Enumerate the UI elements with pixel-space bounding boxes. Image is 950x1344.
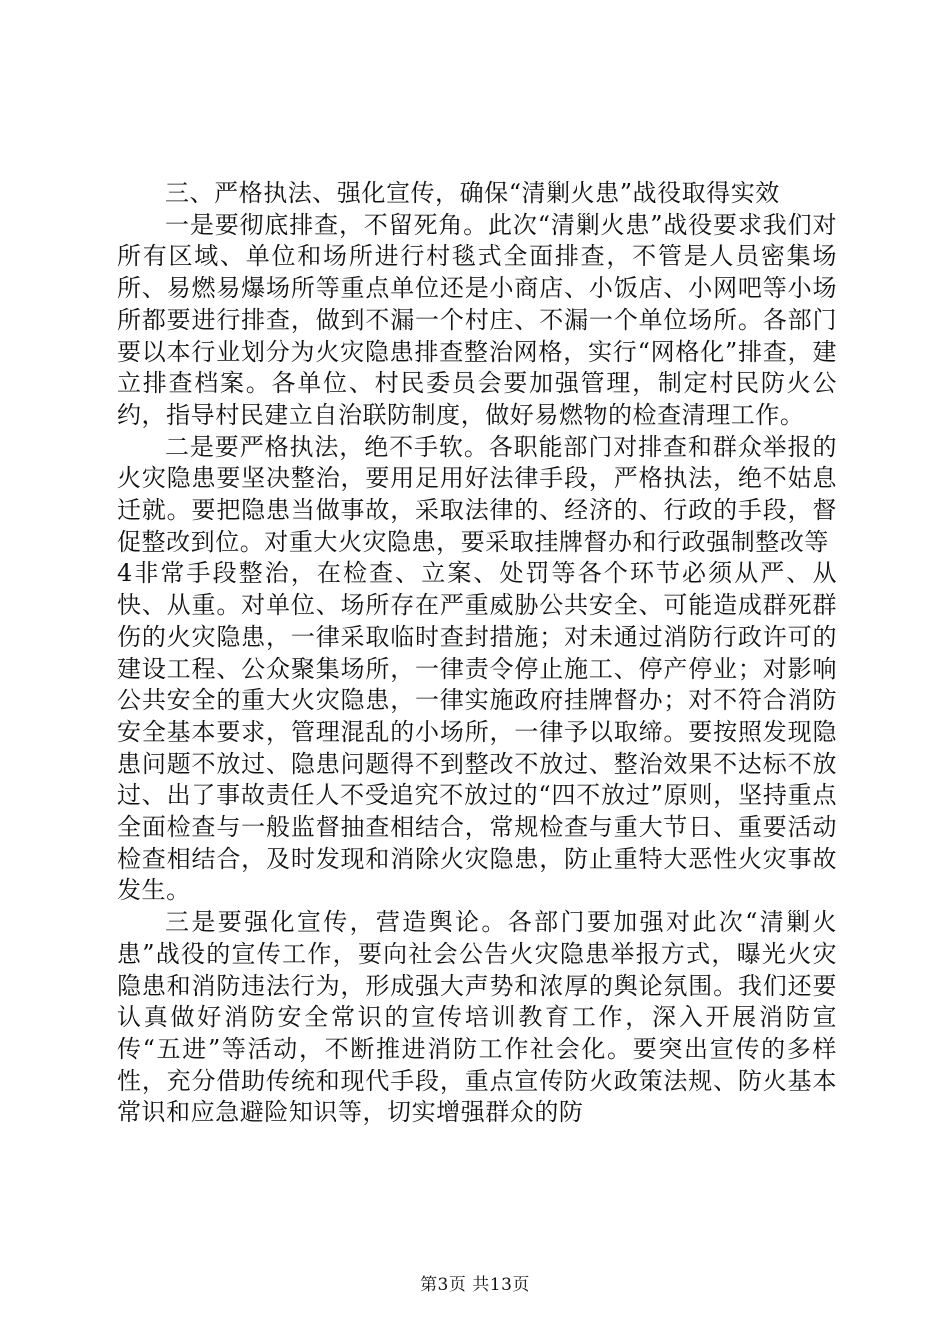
paragraph-3: 4非常手段整治，在检查、立案、处罚等各个环节必须从严、从快、从重。对单位、场所存在严重威胁公共安全、可能造成群死群伤的火灾隐患，一律采取临时查封措施；对未通过消防行政许可的建设工程、公众聚集场所，一律责令停止施工、停产停业；对影响公共安全的重大火灾隐患，一律实施政府挂牌督办；对不符合消防安全基本要求，管理混乱的小场所，一律予以取缔。要按照发现隐患问题不放过、隐患问题得不到整改不放过、整治效果不达标不放过、出了事故责任人不受追究不放过的“四不放过”原则，坚持重点全面检查与一般监督抽查相结合，常规检查与重大节日、重要活动检查相结合，及时发现和消除火灾隐患，防止重特大恶性火灾事故发生。 bbox=[117, 559, 837, 905]
paragraph-4: 三是要强化宣传，营造舆论。各部门要加强对此次“清剿火患”战役的宣传工作，要向社会公告火灾隐患举报方式，曝光火灾隐患和消防违法行为，形成强大声势和浓厚的舆论氛围。我们还要认真做好消防安全常识的宣传培训教育工作，深入开展消防宣传“五进”等活动，不断推进消防工作社会化。要突出宣传的多样性，充分借助传统和现代手段，重点宣传防火政策法规、防火基本常识和应急避险知识等，切实增强群众的防 bbox=[117, 908, 837, 1127]
paragraph-1: 一是要彻底排查，不留死角。此次“清剿火患”战役要求我们对所有区域、单位和场所进行村毯式全面排查，不管是人员密集场所、易燃易爆场所等重点单位还是小商店、小饭店、小网吧等小场所都要进行排查，做到不漏一个村庄、不漏一个单位场所。各部门要以本行业划分为火灾隐患排查整治网格，实行“网格化”排查，建立排查档案。各单位、村民委员会要加强管理，制定村民防火公约，指导村民建立自治联防制度，做好易燃物的检查清理工作。 bbox=[117, 210, 837, 429]
section-heading: 三、严格执法、强化宣传，确保“清剿火患”战役取得实效 bbox=[165, 179, 780, 207]
paragraph-2: 二是要严格执法，绝不手软。各职能部门对排查和群众举报的火灾隐患要坚决整治，要用足用好法律手段，严格执法，绝不姑息迁就。要把隐患当做事故，采取法律的、经济的、行政的手段，督促整改到位。对重大火灾隐患，要采取挂牌督办和行政强制整改等 bbox=[117, 432, 837, 556]
page-number-footer: 第3页 共13页 bbox=[420, 1275, 530, 1295]
document-body bbox=[117, 178, 837, 1129]
